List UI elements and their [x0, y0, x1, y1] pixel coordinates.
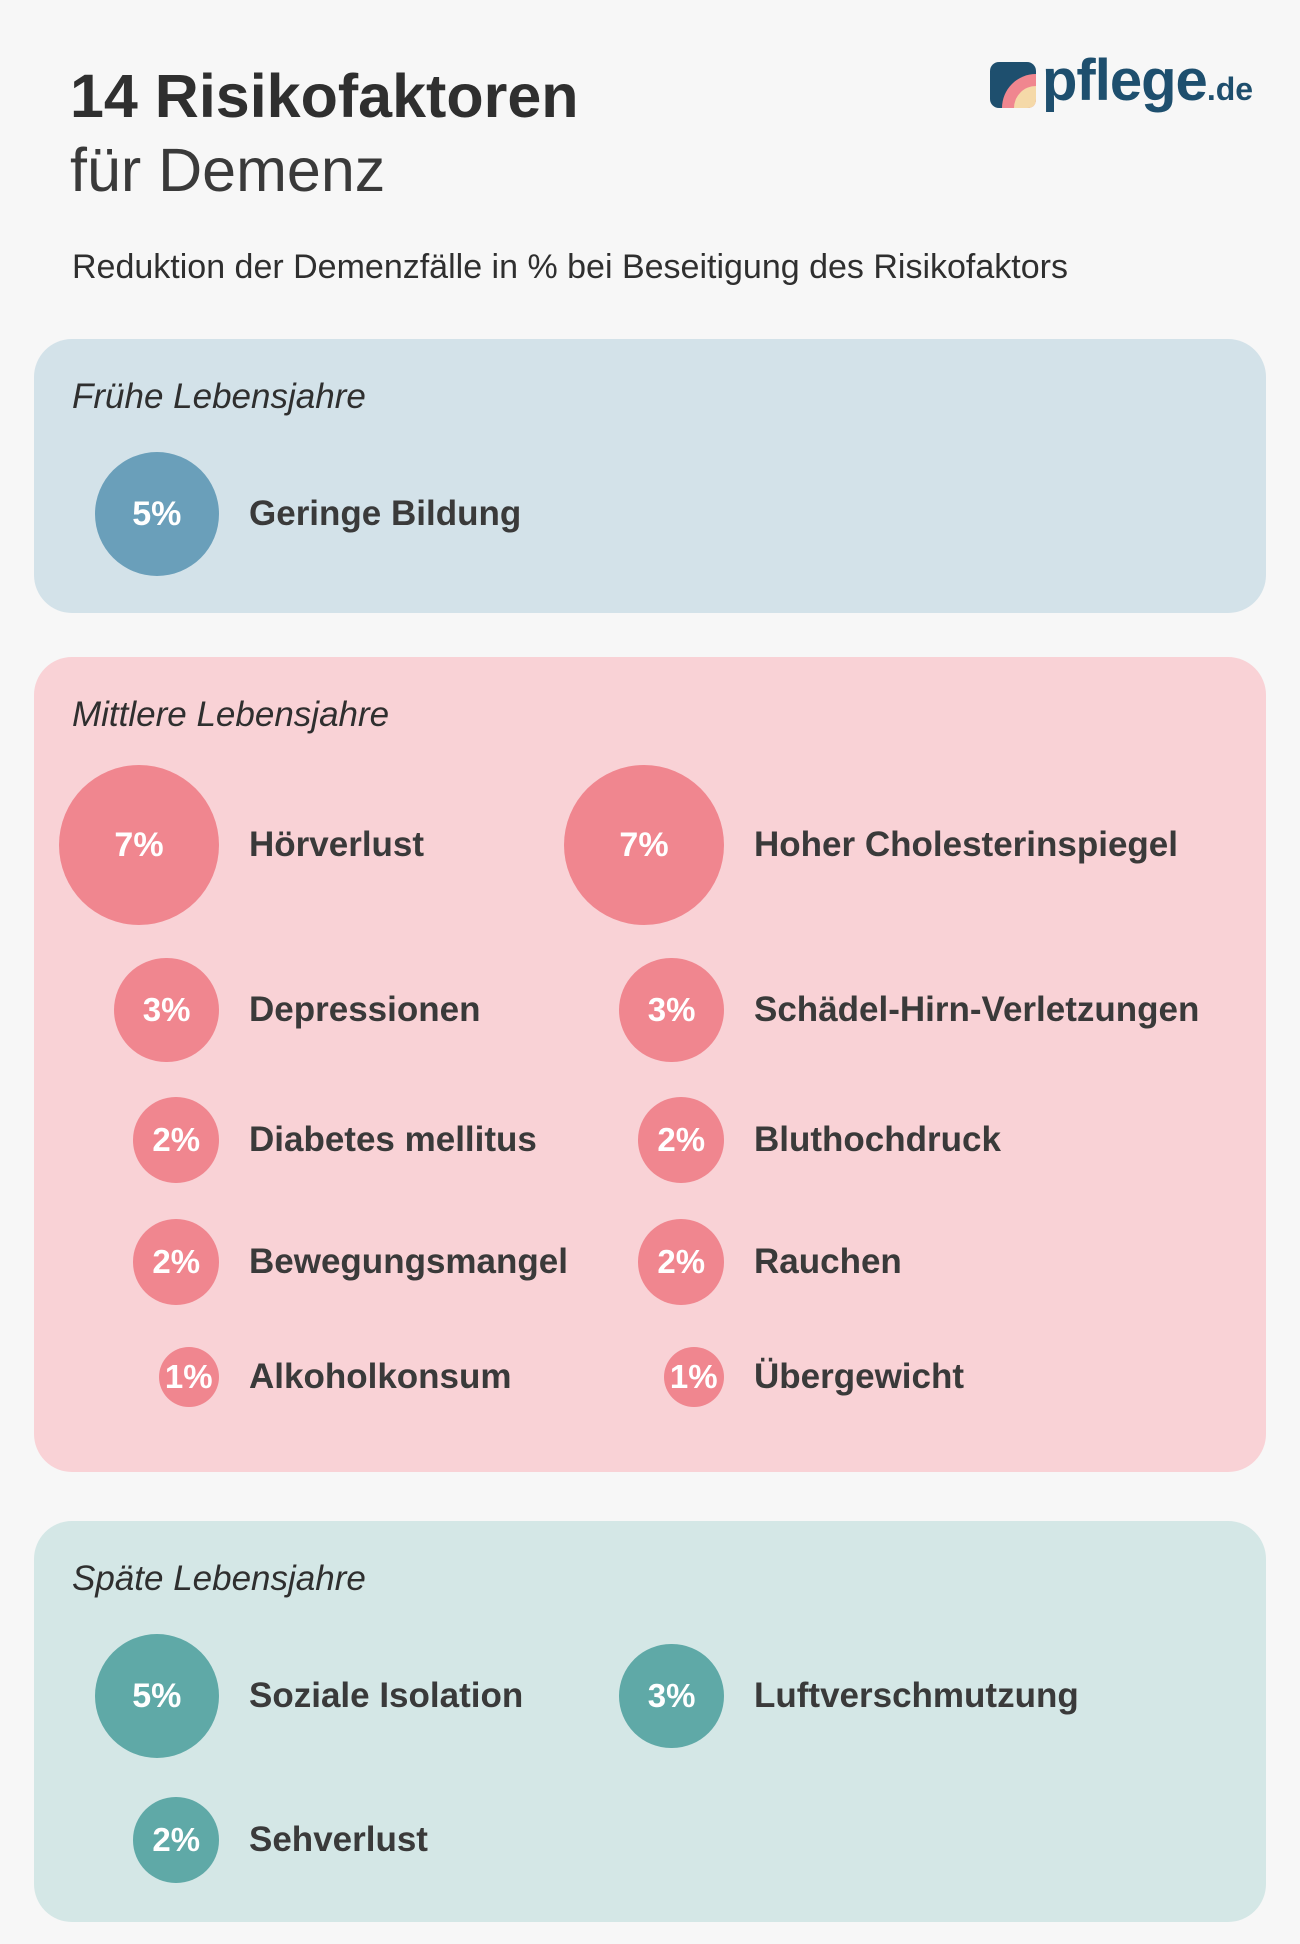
bubble-depressionen: 3% — [114, 958, 219, 1063]
label-hoher-cholesterinspiegel: Hoher Cholesterinspiegel — [754, 825, 1178, 864]
label-geringe-bildung: Geringe Bildung — [249, 494, 522, 533]
panel-title-middle-life: Mittlere Lebensjahre — [72, 695, 390, 734]
bubble-diabetes-mellitus: 2% — [133, 1097, 219, 1183]
label-diabetes-mellitus: Diabetes mellitus — [249, 1120, 537, 1159]
page-title-line2: für Demenz — [70, 136, 386, 204]
panel-middle-life — [34, 657, 1266, 1472]
bubble-geringe-bildung: 5% — [95, 452, 219, 576]
label-hoerverlust: Hörverlust — [249, 825, 425, 864]
bubble-bluthochdruck: 2% — [638, 1097, 724, 1183]
bubble-uebergewicht: 1% — [664, 1347, 724, 1407]
logo-name: pflege — [1042, 48, 1207, 113]
panel-title-early-life: Frühe Lebensjahre — [72, 377, 366, 416]
label-sehverlust: Sehverlust — [249, 1820, 428, 1859]
bubble-soziale-isolation: 5% — [95, 1634, 219, 1758]
label-bluthochdruck: Bluthochdruck — [754, 1120, 1001, 1159]
label-alkoholkonsum: Alkoholkonsum — [249, 1357, 512, 1396]
bubble-bewegungsmangel: 2% — [133, 1219, 219, 1305]
page-title: 14 Risikofaktoren — [70, 62, 579, 130]
bubble-hoher-cholesterinspiegel: 7% — [564, 765, 724, 925]
bubble-alkoholkonsum: 1% — [159, 1347, 219, 1407]
bubble-sehverlust: 2% — [133, 1797, 219, 1883]
pflege-logo-text — [1042, 48, 1254, 113]
panel-late-life — [34, 1521, 1266, 1922]
label-schaedel-hirn-verletzungen: Schädel-Hirn-Verletzungen — [754, 990, 1200, 1029]
label-soziale-isolation: Soziale Isolation — [249, 1676, 524, 1715]
panel-title-late-life: Späte Lebensjahre — [72, 1559, 366, 1598]
label-uebergewicht: Übergewicht — [754, 1357, 965, 1396]
chart-subtitle: Reduktion der Demenzfälle in % bei Beseitigung des Risikofaktors — [72, 248, 1068, 286]
panel-early-life — [34, 339, 1266, 613]
label-depressionen: Depressionen — [249, 990, 481, 1029]
logo-tld: .de — [1206, 71, 1254, 107]
label-bewegungsmangel: Bewegungsmangel — [249, 1242, 568, 1281]
pflege-logo-icon — [990, 62, 1036, 108]
bubble-luftverschmutzung: 3% — [619, 1644, 724, 1749]
bubble-hoerverlust: 7% — [59, 765, 219, 925]
label-rauchen: Rauchen — [754, 1242, 902, 1281]
bubble-schaedel-hirn-verletzungen: 3% — [619, 958, 724, 1063]
bubble-rauchen: 2% — [638, 1219, 724, 1305]
label-luftverschmutzung: Luftverschmutzung — [754, 1676, 1079, 1715]
